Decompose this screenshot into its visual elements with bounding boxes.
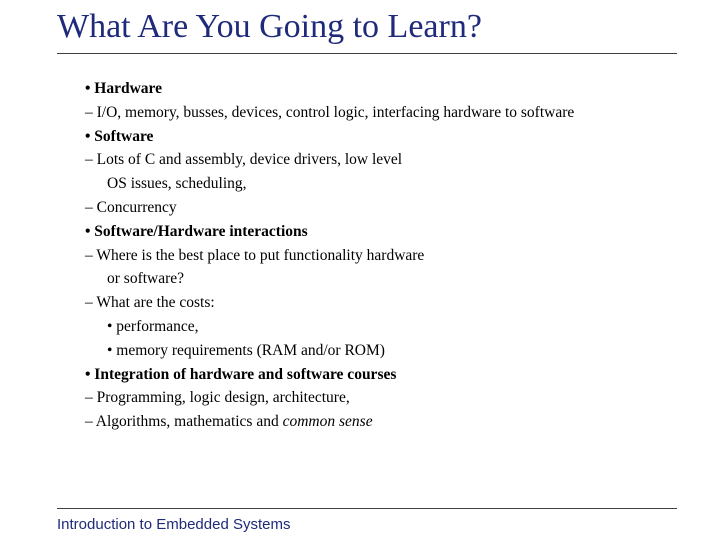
bullet-item-continuation: or software? [107,270,185,288]
bullet-item-text: – Algorithms, mathematics and [85,413,283,431]
sub-bullet-item: • memory requirements (RAM and/or ROM) [107,341,385,359]
bullet-list [85,77,574,434]
slide-title: What Are You Going to Learn? [57,8,482,45]
bullet-item: – Lots of C and assembly, device drivers, low level [85,151,403,169]
title-divider [57,53,677,54]
slide-footer: Introduction to Embedded Systems [57,516,291,533]
bullet-item: – Where is the best place to put functionality hardware [85,246,425,264]
bullet-item: – Programming, logic design, architecture, [85,389,350,407]
bullet-item [85,410,574,434]
bullet-heading: • Hardware [85,80,163,97]
bullet-item: – I/O, memory, busses, devices, control logic, interfacing hardware to software [85,103,575,121]
sub-bullet-item: • performance, [107,317,199,335]
emphasis-text: common sense [282,413,373,431]
bullet-item: – What are the costs: [85,294,215,312]
footer-divider [57,508,677,509]
bullet-heading: • Software/Hardware interactions [85,222,308,240]
bullet-heading: • Integration of hardware and software courses [85,365,397,383]
bullet-item: – Concurrency [85,198,177,216]
bullet-heading: • Software [85,127,154,145]
bullet-item-continuation: OS issues, scheduling, [107,175,247,193]
